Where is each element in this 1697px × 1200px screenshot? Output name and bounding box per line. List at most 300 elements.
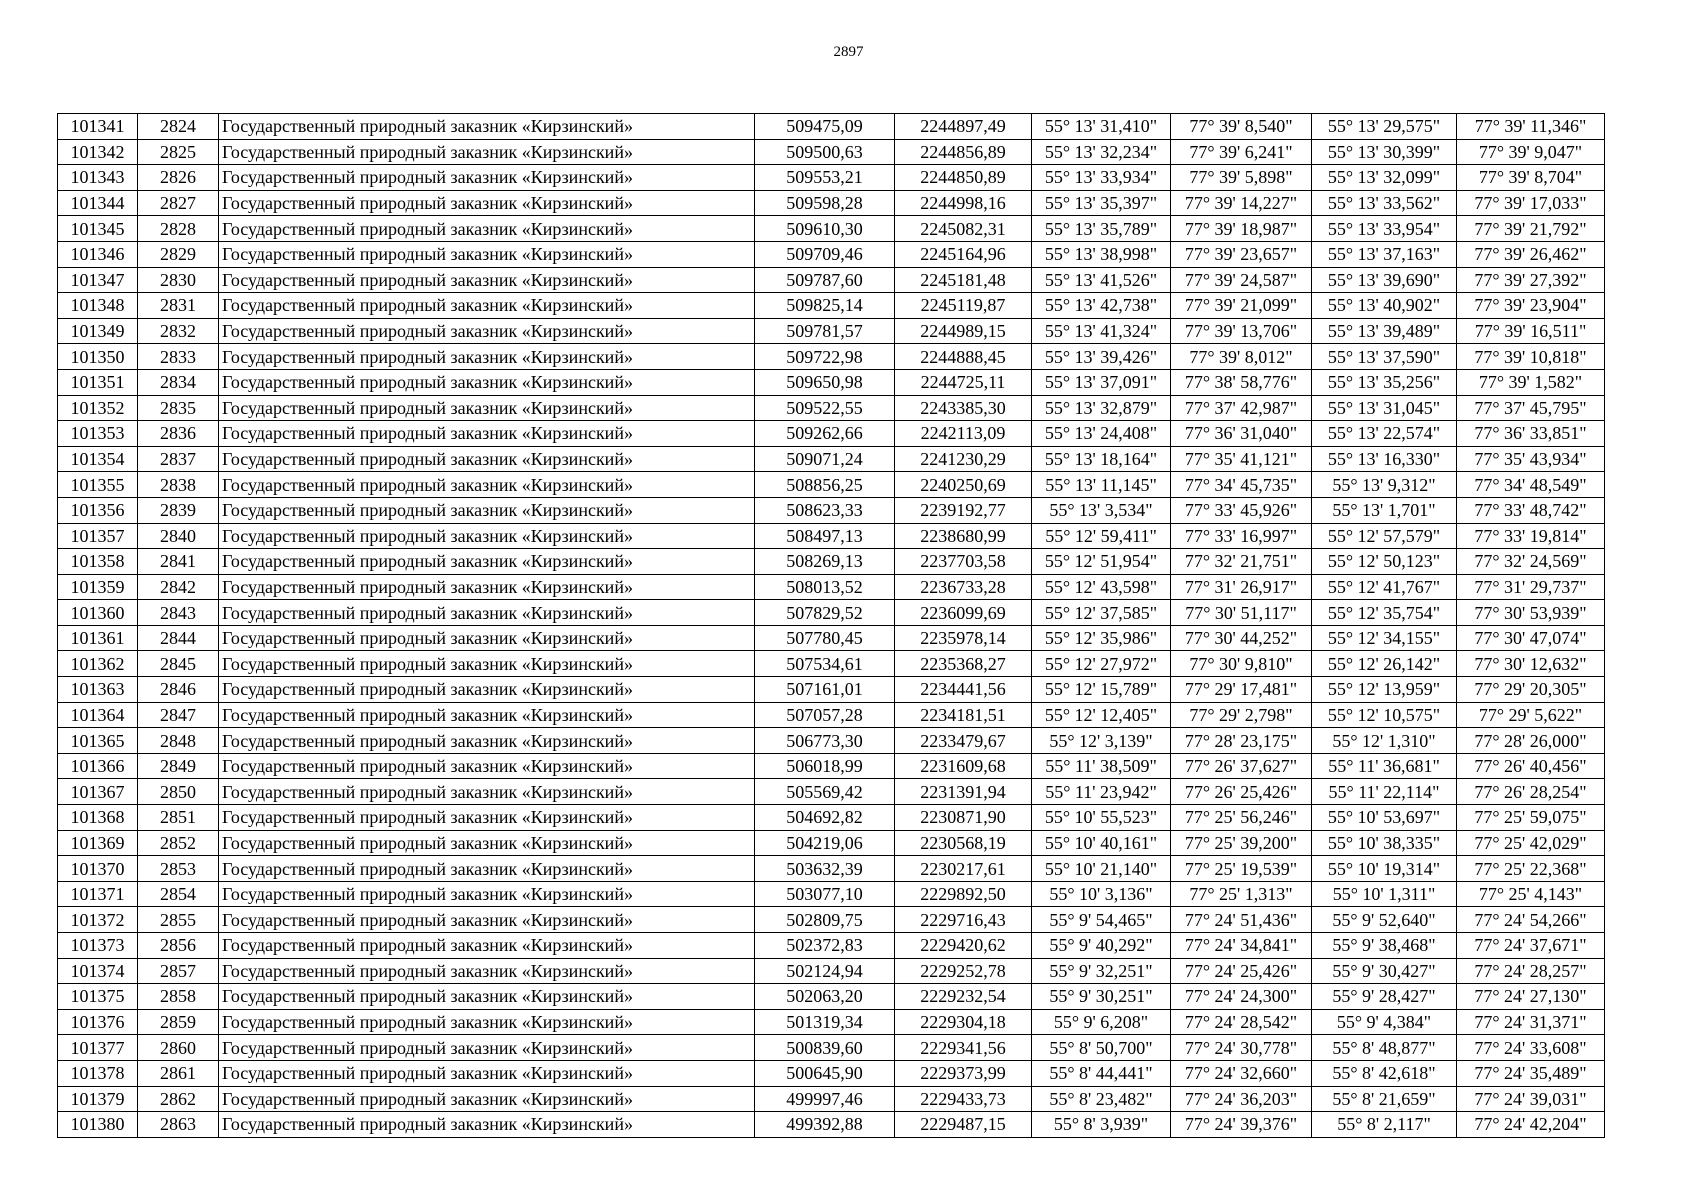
longitude-1-cell: 77° 24' 34,841" (1171, 933, 1312, 959)
longitude-1-cell: 77° 25' 1,313" (1171, 881, 1312, 907)
object-name-cell: Государственный природный заказник «Кирзинский» (219, 395, 755, 421)
latitude-2-cell: 55° 9' 28,427" (1312, 984, 1457, 1010)
latitude-1-cell: 55° 13' 32,234" (1032, 139, 1171, 165)
longitude-1-cell: 77° 24' 25,426" (1171, 958, 1312, 984)
longitude-1-cell: 77° 39' 24,587" (1171, 267, 1312, 293)
object-name-cell: Государственный природный заказник «Кирзинский» (219, 472, 755, 498)
longitude-2-cell: 77° 39' 10,818" (1457, 344, 1605, 370)
latitude-1-cell: 55° 13' 32,879" (1032, 395, 1171, 421)
longitude-2-cell: 77° 39' 16,511" (1457, 318, 1605, 344)
point-number-cell: 2859 (138, 1009, 219, 1035)
point-number-cell: 2854 (138, 881, 219, 907)
x-coordinate-cell: 509787,60 (755, 267, 895, 293)
row-id-cell: 101376 (58, 1009, 138, 1035)
row-id-cell: 101363 (58, 677, 138, 703)
object-name-cell: Государственный природный заказник «Кирзинский» (219, 881, 755, 907)
y-coordinate-cell: 2236733,28 (895, 574, 1032, 600)
latitude-1-cell: 55° 9' 30,251" (1032, 984, 1171, 1010)
longitude-1-cell: 77° 29' 17,481" (1171, 677, 1312, 703)
longitude-1-cell: 77° 28' 23,175" (1171, 728, 1312, 754)
longitude-2-cell: 77° 30' 47,074" (1457, 625, 1605, 651)
longitude-1-cell: 77° 39' 14,227" (1171, 190, 1312, 216)
x-coordinate-cell: 509722,98 (755, 344, 895, 370)
y-coordinate-cell: 2233479,67 (895, 728, 1032, 754)
table-row (58, 369, 1605, 395)
x-coordinate-cell: 503077,10 (755, 881, 895, 907)
row-id-cell: 101367 (58, 779, 138, 805)
table-row (58, 190, 1605, 216)
latitude-1-cell: 55° 13' 31,410" (1032, 114, 1171, 140)
table-row (58, 421, 1605, 447)
row-id-cell: 101347 (58, 267, 138, 293)
table-row (58, 114, 1605, 140)
table-row (58, 216, 1605, 242)
x-coordinate-cell: 509825,14 (755, 293, 895, 319)
x-coordinate-cell: 509610,30 (755, 216, 895, 242)
row-id-cell: 101353 (58, 421, 138, 447)
table-row (58, 344, 1605, 370)
longitude-2-cell: 77° 29' 20,305" (1457, 677, 1605, 703)
y-coordinate-cell: 2229487,15 (895, 1112, 1032, 1138)
row-id-cell: 101355 (58, 472, 138, 498)
object-name-cell: Государственный природный заказник «Кирзинский» (219, 1060, 755, 1086)
object-name-cell: Государственный природный заказник «Кирзинский» (219, 933, 755, 959)
longitude-2-cell: 77° 35' 43,934" (1457, 446, 1605, 472)
y-coordinate-cell: 2240250,69 (895, 472, 1032, 498)
latitude-2-cell: 55° 12' 26,142" (1312, 651, 1457, 677)
latitude-2-cell: 55° 8' 48,877" (1312, 1035, 1457, 1061)
table-row (58, 318, 1605, 344)
longitude-2-cell: 77° 25' 42,029" (1457, 830, 1605, 856)
longitude-1-cell: 77° 30' 51,117" (1171, 600, 1312, 626)
x-coordinate-cell: 502372,83 (755, 933, 895, 959)
latitude-2-cell: 55° 8' 21,659" (1312, 1086, 1457, 1112)
latitude-2-cell: 55° 13' 1,701" (1312, 497, 1457, 523)
latitude-2-cell: 55° 11' 36,681" (1312, 753, 1457, 779)
x-coordinate-cell: 509522,55 (755, 395, 895, 421)
x-coordinate-cell: 504219,06 (755, 830, 895, 856)
object-name-cell: Государственный природный заказник «Кирзинский» (219, 446, 755, 472)
object-name-cell: Государственный природный заказник «Кирзинский» (219, 984, 755, 1010)
table-row (58, 395, 1605, 421)
longitude-2-cell: 77° 24' 54,266" (1457, 907, 1605, 933)
object-name-cell: Государственный природный заказник «Кирзинский» (219, 907, 755, 933)
longitude-1-cell: 77° 30' 44,252" (1171, 625, 1312, 651)
row-id-cell: 101358 (58, 549, 138, 575)
latitude-1-cell: 55° 12' 27,972" (1032, 651, 1171, 677)
latitude-1-cell: 55° 13' 18,164" (1032, 446, 1171, 472)
latitude-2-cell: 55° 10' 19,314" (1312, 856, 1457, 882)
longitude-1-cell: 77° 39' 8,012" (1171, 344, 1312, 370)
longitude-2-cell: 77° 30' 53,939" (1457, 600, 1605, 626)
latitude-1-cell: 55° 13' 35,397" (1032, 190, 1171, 216)
row-id-cell: 101346 (58, 241, 138, 267)
point-number-cell: 2848 (138, 728, 219, 754)
point-number-cell: 2829 (138, 241, 219, 267)
longitude-2-cell: 77° 39' 27,392" (1457, 267, 1605, 293)
latitude-2-cell: 55° 11' 22,114" (1312, 779, 1457, 805)
row-id-cell: 101369 (58, 830, 138, 856)
latitude-1-cell: 55° 10' 55,523" (1032, 805, 1171, 831)
table-row (58, 549, 1605, 575)
y-coordinate-cell: 2229304,18 (895, 1009, 1032, 1035)
latitude-1-cell: 55° 8' 44,441" (1032, 1060, 1171, 1086)
object-name-cell: Государственный природный заказник «Кирзинский» (219, 856, 755, 882)
row-id-cell: 101360 (58, 600, 138, 626)
longitude-1-cell: 77° 24' 24,300" (1171, 984, 1312, 1010)
object-name-cell: Государственный природный заказник «Кирзинский» (219, 677, 755, 703)
y-coordinate-cell: 2245181,48 (895, 267, 1032, 293)
row-id-cell: 101373 (58, 933, 138, 959)
object-name-cell: Государственный природный заказник «Кирзинский» (219, 651, 755, 677)
latitude-1-cell: 55° 9' 54,465" (1032, 907, 1171, 933)
y-coordinate-cell: 2244856,89 (895, 139, 1032, 165)
object-name-cell: Государственный природный заказник «Кирзинский» (219, 497, 755, 523)
longitude-1-cell: 77° 26' 25,426" (1171, 779, 1312, 805)
latitude-2-cell: 55° 13' 29,575" (1312, 114, 1457, 140)
longitude-2-cell: 77° 32' 24,569" (1457, 549, 1605, 575)
y-coordinate-cell: 2229892,50 (895, 881, 1032, 907)
table-row (58, 805, 1605, 831)
point-number-cell: 2831 (138, 293, 219, 319)
longitude-2-cell: 77° 33' 48,742" (1457, 497, 1605, 523)
object-name-cell: Государственный природный заказник «Кирзинский» (219, 574, 755, 600)
table-row (58, 523, 1605, 549)
x-coordinate-cell: 509475,09 (755, 114, 895, 140)
longitude-2-cell: 77° 24' 27,130" (1457, 984, 1605, 1010)
latitude-2-cell: 55° 8' 42,618" (1312, 1060, 1457, 1086)
x-coordinate-cell: 507780,45 (755, 625, 895, 651)
table-row (58, 574, 1605, 600)
longitude-1-cell: 77° 24' 28,542" (1171, 1009, 1312, 1035)
y-coordinate-cell: 2244989,15 (895, 318, 1032, 344)
longitude-2-cell: 77° 29' 5,622" (1457, 702, 1605, 728)
latitude-2-cell: 55° 12' 41,767" (1312, 574, 1457, 600)
point-number-cell: 2842 (138, 574, 219, 600)
longitude-2-cell: 77° 25' 59,075" (1457, 805, 1605, 831)
row-id-cell: 101359 (58, 574, 138, 600)
row-id-cell: 101357 (58, 523, 138, 549)
latitude-1-cell: 55° 13' 33,934" (1032, 165, 1171, 191)
longitude-1-cell: 77° 39' 13,706" (1171, 318, 1312, 344)
y-coordinate-cell: 2244725,11 (895, 369, 1032, 395)
y-coordinate-cell: 2243385,30 (895, 395, 1032, 421)
latitude-2-cell: 55° 13' 16,330" (1312, 446, 1457, 472)
x-coordinate-cell: 507161,01 (755, 677, 895, 703)
latitude-2-cell: 55° 13' 40,902" (1312, 293, 1457, 319)
y-coordinate-cell: 2229252,78 (895, 958, 1032, 984)
latitude-1-cell: 55° 12' 37,585" (1032, 600, 1171, 626)
y-coordinate-cell: 2239192,77 (895, 497, 1032, 523)
table-row (58, 1060, 1605, 1086)
longitude-2-cell: 77° 24' 37,671" (1457, 933, 1605, 959)
latitude-2-cell: 55° 13' 35,256" (1312, 369, 1457, 395)
x-coordinate-cell: 499392,88 (755, 1112, 895, 1138)
table-row (58, 472, 1605, 498)
object-name-cell: Государственный природный заказник «Кирзинский» (219, 1112, 755, 1138)
point-number-cell: 2847 (138, 702, 219, 728)
latitude-1-cell: 55° 13' 38,998" (1032, 241, 1171, 267)
object-name-cell: Государственный природный заказник «Кирзинский» (219, 805, 755, 831)
point-number-cell: 2827 (138, 190, 219, 216)
row-id-cell: 101349 (58, 318, 138, 344)
longitude-2-cell: 77° 39' 21,792" (1457, 216, 1605, 242)
y-coordinate-cell: 2244897,49 (895, 114, 1032, 140)
object-name-cell: Государственный природный заказник «Кирзинский» (219, 1086, 755, 1112)
y-coordinate-cell: 2234181,51 (895, 702, 1032, 728)
x-coordinate-cell: 508269,13 (755, 549, 895, 575)
longitude-2-cell: 77° 28' 26,000" (1457, 728, 1605, 754)
point-number-cell: 2833 (138, 344, 219, 370)
latitude-2-cell: 55° 12' 57,579" (1312, 523, 1457, 549)
point-number-cell: 2846 (138, 677, 219, 703)
longitude-1-cell: 77° 39' 6,241" (1171, 139, 1312, 165)
y-coordinate-cell: 2229232,54 (895, 984, 1032, 1010)
object-name-cell: Государственный природный заказник «Кирзинский» (219, 241, 755, 267)
longitude-2-cell: 77° 33' 19,814" (1457, 523, 1605, 549)
point-number-cell: 2828 (138, 216, 219, 242)
x-coordinate-cell: 507829,52 (755, 600, 895, 626)
y-coordinate-cell: 2230217,61 (895, 856, 1032, 882)
y-coordinate-cell: 2244850,89 (895, 165, 1032, 191)
table-row (58, 1009, 1605, 1035)
row-id-cell: 101371 (58, 881, 138, 907)
table-row (58, 625, 1605, 651)
object-name-cell: Государственный природный заказник «Кирзинский» (219, 958, 755, 984)
longitude-2-cell: 77° 39' 11,346" (1457, 114, 1605, 140)
table-row (58, 600, 1605, 626)
y-coordinate-cell: 2245119,87 (895, 293, 1032, 319)
longitude-2-cell: 77° 24' 35,489" (1457, 1060, 1605, 1086)
point-number-cell: 2826 (138, 165, 219, 191)
point-number-cell: 2837 (138, 446, 219, 472)
row-id-cell: 101345 (58, 216, 138, 242)
x-coordinate-cell: 508856,25 (755, 472, 895, 498)
latitude-2-cell: 55° 13' 32,099" (1312, 165, 1457, 191)
x-coordinate-cell: 508013,52 (755, 574, 895, 600)
row-id-cell: 101366 (58, 753, 138, 779)
x-coordinate-cell: 509262,66 (755, 421, 895, 447)
table-row (58, 497, 1605, 523)
object-name-cell: Государственный природный заказник «Кирзинский» (219, 753, 755, 779)
object-name-cell: Государственный природный заказник «Кирзинский» (219, 190, 755, 216)
point-number-cell: 2849 (138, 753, 219, 779)
latitude-1-cell: 55° 12' 35,986" (1032, 625, 1171, 651)
row-id-cell: 101354 (58, 446, 138, 472)
object-name-cell: Государственный природный заказник «Кирзинский» (219, 625, 755, 651)
table-row (58, 728, 1605, 754)
latitude-1-cell: 55° 9' 40,292" (1032, 933, 1171, 959)
latitude-2-cell: 55° 13' 39,489" (1312, 318, 1457, 344)
longitude-1-cell: 77° 24' 39,376" (1171, 1112, 1312, 1138)
x-coordinate-cell: 504692,82 (755, 805, 895, 831)
table-row (58, 702, 1605, 728)
object-name-cell: Государственный природный заказник «Кирзинский» (219, 318, 755, 344)
x-coordinate-cell: 509500,63 (755, 139, 895, 165)
y-coordinate-cell: 2229341,56 (895, 1035, 1032, 1061)
latitude-2-cell: 55° 8' 2,117" (1312, 1112, 1457, 1138)
point-number-cell: 2832 (138, 318, 219, 344)
row-id-cell: 101368 (58, 805, 138, 831)
point-number-cell: 2836 (138, 421, 219, 447)
table-row (58, 293, 1605, 319)
row-id-cell: 101343 (58, 165, 138, 191)
x-coordinate-cell: 509553,21 (755, 165, 895, 191)
y-coordinate-cell: 2231609,68 (895, 753, 1032, 779)
longitude-1-cell: 77° 32' 21,751" (1171, 549, 1312, 575)
latitude-1-cell: 55° 13' 42,738" (1032, 293, 1171, 319)
x-coordinate-cell: 508623,33 (755, 497, 895, 523)
y-coordinate-cell: 2230871,90 (895, 805, 1032, 831)
table-row (58, 933, 1605, 959)
x-coordinate-cell: 507057,28 (755, 702, 895, 728)
row-id-cell: 101375 (58, 984, 138, 1010)
object-name-cell: Государственный природный заказник «Кирзинский» (219, 369, 755, 395)
object-name-cell: Государственный природный заказник «Кирзинский» (219, 139, 755, 165)
object-name-cell: Государственный природный заказник «Кирзинский» (219, 523, 755, 549)
longitude-1-cell: 77° 39' 21,099" (1171, 293, 1312, 319)
x-coordinate-cell: 509650,98 (755, 369, 895, 395)
row-id-cell: 101364 (58, 702, 138, 728)
row-id-cell: 101365 (58, 728, 138, 754)
object-name-cell: Государственный природный заказник «Кирзинский» (219, 1035, 755, 1061)
table-row (58, 1112, 1605, 1138)
longitude-2-cell: 77° 39' 23,904" (1457, 293, 1605, 319)
latitude-1-cell: 55° 12' 43,598" (1032, 574, 1171, 600)
point-number-cell: 2860 (138, 1035, 219, 1061)
x-coordinate-cell: 509709,46 (755, 241, 895, 267)
x-coordinate-cell: 509781,57 (755, 318, 895, 344)
y-coordinate-cell: 2245164,96 (895, 241, 1032, 267)
longitude-1-cell: 77° 38' 58,776" (1171, 369, 1312, 395)
point-number-cell: 2857 (138, 958, 219, 984)
x-coordinate-cell: 508497,13 (755, 523, 895, 549)
longitude-2-cell: 77° 39' 1,582" (1457, 369, 1605, 395)
point-number-cell: 2858 (138, 984, 219, 1010)
row-id-cell: 101356 (58, 497, 138, 523)
point-number-cell: 2835 (138, 395, 219, 421)
coordinates-table (57, 113, 1605, 1138)
latitude-1-cell: 55° 10' 3,136" (1032, 881, 1171, 907)
latitude-1-cell: 55° 13' 41,526" (1032, 267, 1171, 293)
y-coordinate-cell: 2238680,99 (895, 523, 1032, 549)
y-coordinate-cell: 2229716,43 (895, 907, 1032, 933)
point-number-cell: 2844 (138, 625, 219, 651)
row-id-cell: 101350 (58, 344, 138, 370)
latitude-2-cell: 55° 10' 53,697" (1312, 805, 1457, 831)
latitude-1-cell: 55° 8' 23,482" (1032, 1086, 1171, 1112)
longitude-1-cell: 77° 39' 5,898" (1171, 165, 1312, 191)
table-row (58, 446, 1605, 472)
latitude-1-cell: 55° 11' 38,509" (1032, 753, 1171, 779)
latitude-1-cell: 55° 8' 3,939" (1032, 1112, 1171, 1138)
latitude-2-cell: 55° 12' 1,310" (1312, 728, 1457, 754)
latitude-2-cell: 55° 13' 37,590" (1312, 344, 1457, 370)
object-name-cell: Государственный природный заказник «Кирзинский» (219, 779, 755, 805)
longitude-2-cell: 77° 24' 42,204" (1457, 1112, 1605, 1138)
longitude-1-cell: 77° 30' 9,810" (1171, 651, 1312, 677)
latitude-2-cell: 55° 13' 30,399" (1312, 139, 1457, 165)
row-id-cell: 101352 (58, 395, 138, 421)
point-number-cell: 2861 (138, 1060, 219, 1086)
table-row (58, 984, 1605, 1010)
table-row (58, 753, 1605, 779)
longitude-2-cell: 77° 24' 33,608" (1457, 1035, 1605, 1061)
point-number-cell: 2834 (138, 369, 219, 395)
longitude-1-cell: 77° 29' 2,798" (1171, 702, 1312, 728)
table-row (58, 241, 1605, 267)
latitude-1-cell: 55° 12' 15,789" (1032, 677, 1171, 703)
object-name-cell: Государственный природный заказник «Кирзинский» (219, 114, 755, 140)
row-id-cell: 101344 (58, 190, 138, 216)
table-row (58, 881, 1605, 907)
point-number-cell: 2855 (138, 907, 219, 933)
y-coordinate-cell: 2242113,09 (895, 421, 1032, 447)
table-row (58, 651, 1605, 677)
row-id-cell: 101372 (58, 907, 138, 933)
object-name-cell: Государственный природный заказник «Кирзинский» (219, 728, 755, 754)
object-name-cell: Государственный природный заказник «Кирзинский» (219, 293, 755, 319)
object-name-cell: Государственный природный заказник «Кирзинский» (219, 344, 755, 370)
longitude-1-cell: 77° 26' 37,627" (1171, 753, 1312, 779)
longitude-2-cell: 77° 26' 40,456" (1457, 753, 1605, 779)
point-number-cell: 2863 (138, 1112, 219, 1138)
x-coordinate-cell: 506018,99 (755, 753, 895, 779)
object-name-cell: Государственный природный заказник «Кирзинский» (219, 830, 755, 856)
latitude-2-cell: 55° 13' 39,690" (1312, 267, 1457, 293)
longitude-1-cell: 77° 35' 41,121" (1171, 446, 1312, 472)
longitude-1-cell: 77° 24' 51,436" (1171, 907, 1312, 933)
longitude-2-cell: 77° 24' 28,257" (1457, 958, 1605, 984)
longitude-1-cell: 77° 31' 26,917" (1171, 574, 1312, 600)
point-number-cell: 2825 (138, 139, 219, 165)
longitude-2-cell: 77° 39' 8,704" (1457, 165, 1605, 191)
latitude-2-cell: 55° 12' 50,123" (1312, 549, 1457, 575)
y-coordinate-cell: 2244888,45 (895, 344, 1032, 370)
y-coordinate-cell: 2229433,73 (895, 1086, 1032, 1112)
object-name-cell: Государственный природный заказник «Кирзинский» (219, 549, 755, 575)
latitude-2-cell: 55° 10' 1,311" (1312, 881, 1457, 907)
longitude-1-cell: 77° 39' 23,657" (1171, 241, 1312, 267)
x-coordinate-cell: 506773,30 (755, 728, 895, 754)
row-id-cell: 101348 (58, 293, 138, 319)
point-number-cell: 2840 (138, 523, 219, 549)
point-number-cell: 2841 (138, 549, 219, 575)
latitude-1-cell: 55° 11' 23,942" (1032, 779, 1171, 805)
table-row (58, 1035, 1605, 1061)
longitude-2-cell: 77° 34' 48,549" (1457, 472, 1605, 498)
point-number-cell: 2853 (138, 856, 219, 882)
longitude-1-cell: 77° 37' 42,987" (1171, 395, 1312, 421)
table-row (58, 677, 1605, 703)
longitude-2-cell: 77° 39' 17,033" (1457, 190, 1605, 216)
longitude-1-cell: 77° 39' 18,987" (1171, 216, 1312, 242)
longitude-1-cell: 77° 25' 39,200" (1171, 830, 1312, 856)
latitude-1-cell: 55° 13' 37,091" (1032, 369, 1171, 395)
latitude-1-cell: 55° 13' 39,426" (1032, 344, 1171, 370)
longitude-2-cell: 77° 37' 45,795" (1457, 395, 1605, 421)
longitude-1-cell: 77° 36' 31,040" (1171, 421, 1312, 447)
y-coordinate-cell: 2229420,62 (895, 933, 1032, 959)
y-coordinate-cell: 2244998,16 (895, 190, 1032, 216)
longitude-1-cell: 77° 24' 30,778" (1171, 1035, 1312, 1061)
latitude-1-cell: 55° 9' 32,251" (1032, 958, 1171, 984)
point-number-cell: 2850 (138, 779, 219, 805)
x-coordinate-cell: 505569,42 (755, 779, 895, 805)
latitude-1-cell: 55° 13' 3,534" (1032, 497, 1171, 523)
x-coordinate-cell: 500839,60 (755, 1035, 895, 1061)
longitude-2-cell: 77° 25' 4,143" (1457, 881, 1605, 907)
